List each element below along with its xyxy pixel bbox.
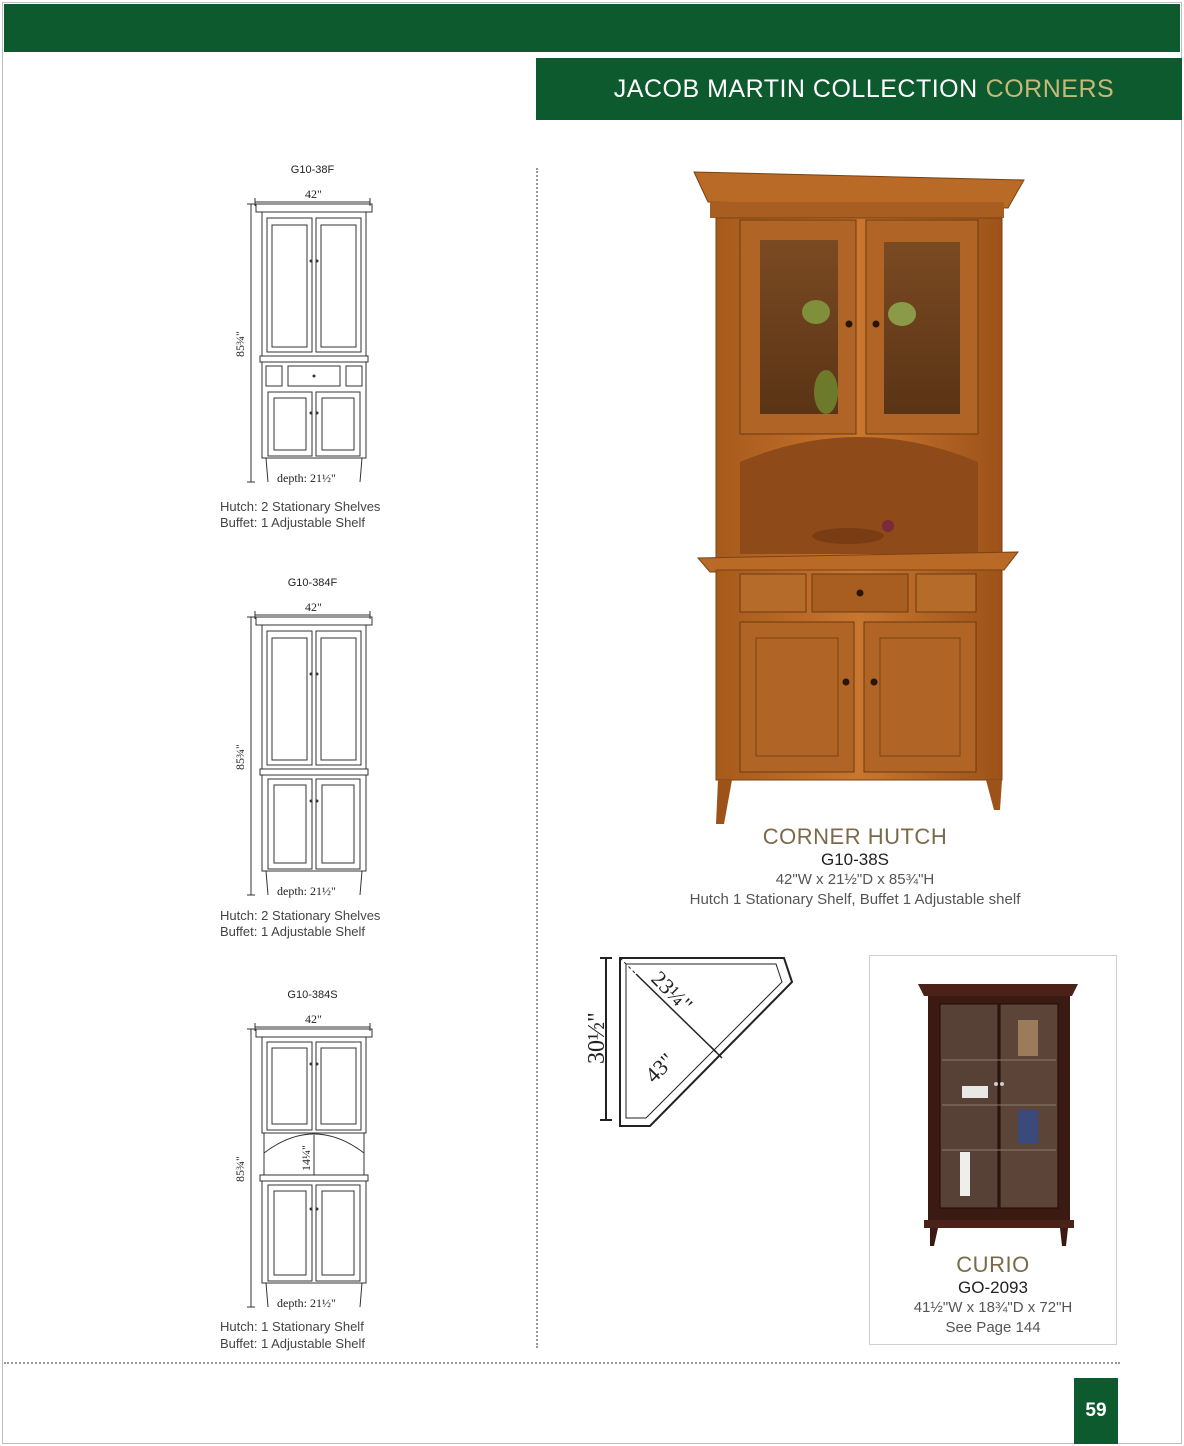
curio-code: GO-2093 xyxy=(958,1278,1028,1297)
drawing-code: G10-384F xyxy=(287,577,338,589)
curio-dimensions: 41½"W x 18¾"D x 72"H xyxy=(913,1299,1073,1316)
corner-footprint-diagram xyxy=(576,952,806,1132)
drawing-code: G10-38F xyxy=(290,164,335,176)
shelf-note-buffet: Buffet: 1 Adjustable Shelf xyxy=(220,924,366,939)
curio-caption xyxy=(870,1252,1116,1338)
section-name: CORNERS xyxy=(985,74,1115,103)
shelf-note-buffet: Buffet: 1 Adjustable Shelf xyxy=(220,515,366,530)
height-label: 85¾" xyxy=(233,331,247,357)
page-number: 59 xyxy=(1074,1378,1118,1444)
corner-hutch-photo xyxy=(688,162,1030,828)
height-label: 85¾" xyxy=(233,744,247,770)
depth-label: depth: 21½" xyxy=(277,471,336,485)
section-title-bar xyxy=(536,58,1182,120)
shelf-note-hutch: Hutch: 1 Stationary Shelf xyxy=(220,1319,364,1334)
curio-panel xyxy=(869,955,1117,1345)
drawing-code: G10-384S xyxy=(287,989,338,1001)
shelf-note-hutch: Hutch: 2 Stationary Shelves xyxy=(220,499,381,514)
product-code: G10-38S xyxy=(820,850,890,869)
curio-title: CURIO xyxy=(956,1252,1030,1277)
arch-height-label: 14¼" xyxy=(299,1145,313,1171)
product-description: Hutch 1 Stationary Shelf, Buffet 1 Adjustable shelf xyxy=(689,891,1021,908)
collection-title: JACOB MARTIN COLLECTION xyxy=(613,74,978,103)
product-dimensions: 42"W x 21½"D x 85¾"H xyxy=(775,871,935,888)
curio-photo xyxy=(914,980,1084,1252)
hutch-line-drawing xyxy=(230,595,410,899)
depth-label: depth: 21½" xyxy=(277,1296,336,1310)
width-label: 42" xyxy=(305,187,322,201)
product-title: CORNER HUTCH xyxy=(762,824,948,849)
vertical-divider xyxy=(536,168,538,1348)
corner-hutch-caption xyxy=(640,824,1070,910)
depth-label: depth: 21½" xyxy=(277,884,336,898)
width-label: 42" xyxy=(305,1012,322,1026)
hutch-line-drawing xyxy=(230,182,410,486)
horizontal-divider xyxy=(4,1362,1120,1364)
footprint-side-label: 30½" xyxy=(584,1012,610,1064)
shelf-note-hutch: Hutch: 2 Stationary Shelves xyxy=(220,908,381,923)
shelf-note-buffet: Buffet: 1 Adjustable Shelf xyxy=(220,1336,366,1351)
hutch-line-drawing xyxy=(230,1007,410,1311)
footprint-front-label: 43" xyxy=(639,1047,680,1088)
curio-page-reference: See Page 144 xyxy=(945,1319,1041,1336)
top-green-band xyxy=(4,4,1180,52)
width-label: 42" xyxy=(305,600,322,614)
height-label: 85¾" xyxy=(233,1156,247,1182)
footprint-diagonal-label: 23¼" xyxy=(646,965,698,1018)
